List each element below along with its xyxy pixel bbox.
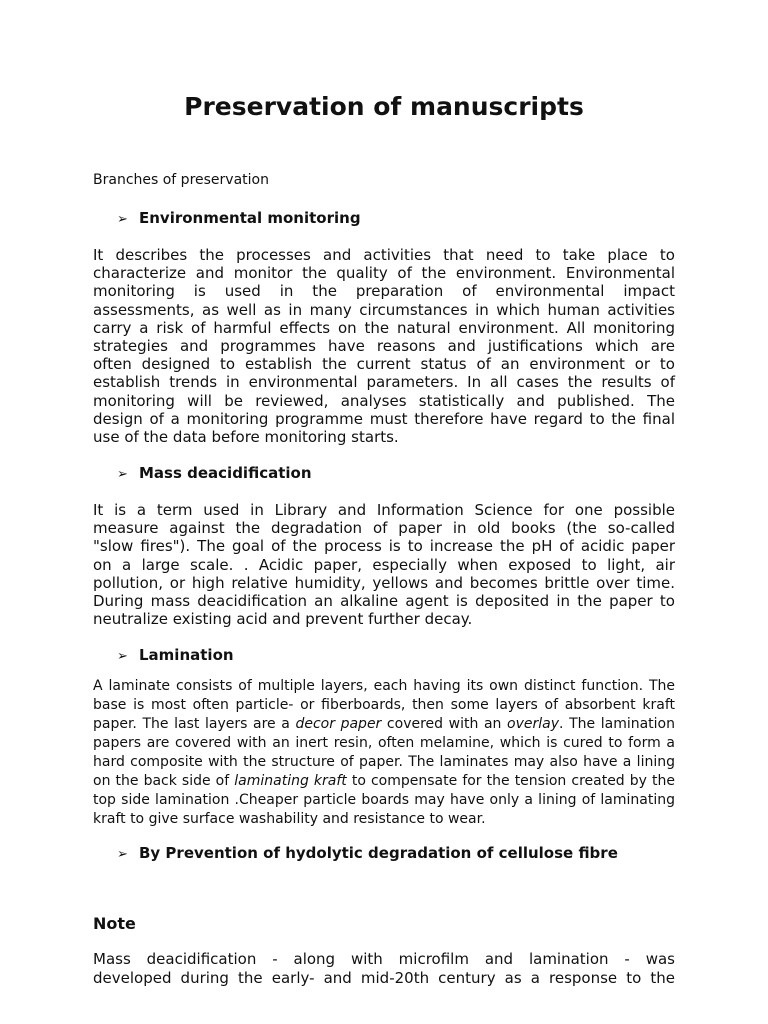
section-heading-hydrolytic-degradation	[117, 843, 618, 865]
text-line: papers are covered with an inert resin, often melamine, which is cured to form a	[93, 735, 675, 751]
section-heading-text: Environmental monitoring	[139, 209, 361, 227]
section-heading-mass-deacidification	[117, 463, 312, 485]
text-run: on the back side of	[93, 773, 235, 789]
text-line: developed during the early- and mid-20th century as a response to the	[93, 969, 675, 987]
text-line: base is most often particle- or fiberboards, then some layers of absorbent kraft	[93, 697, 675, 713]
text-line: use of the data before monitoring starts.	[93, 428, 399, 447]
text-line: characterize and monitor the quality of the environment. Environmental	[93, 264, 675, 283]
text-line: on a large scale. . Acidic paper, especially when exposed to light, air	[93, 555, 675, 574]
text-line: strategies and programmes have reasons and justifications which are	[93, 337, 675, 356]
text-line: assessments, as well as in many circumstances in which human activities	[93, 300, 675, 319]
section-heading-lamination	[117, 645, 234, 667]
arrow-bullet-icon: ➢	[117, 649, 128, 664]
arrow-bullet-icon: ➢	[117, 847, 128, 862]
text-line: A laminate consists of multiple layers, each having its own distinct function. The	[93, 678, 675, 694]
text-line: hard composite with the structure of paper. The laminates may also have a lining	[93, 754, 675, 770]
text-line: "slow fires"). The goal of the process is to increase the pH of acidic paper	[93, 537, 675, 556]
environmental-monitoring-paragraph	[93, 246, 675, 446]
text-line: top side lamination .Cheaper particle boards may have only a lining of laminating	[93, 792, 675, 808]
note-heading: Note	[93, 914, 136, 933]
note-paragraph	[93, 950, 675, 988]
text-line: design of a monitoring programme must therefore have regard to the final	[93, 409, 675, 428]
text-run: paper. The last layers are a	[93, 716, 296, 732]
arrow-bullet-icon: ➢	[117, 212, 128, 227]
text-line: carry a risk of harmful effects on the natural environment. All monitoring	[93, 318, 675, 337]
text-line: measure against the degradation of paper in old books (the so-called	[93, 519, 675, 538]
text-line: It is a term used in Library and Information Science for one possible	[93, 501, 675, 519]
text-line	[93, 772, 675, 791]
arrow-bullet-icon: ➢	[117, 467, 128, 482]
branches-subheading: Branches of preservation	[93, 172, 269, 188]
text-line: neutralize existing acid and prevent further decay.	[93, 610, 473, 629]
section-heading-text: Lamination	[139, 646, 234, 664]
text-line: monitoring is used in the preparation of environmental impact	[93, 282, 675, 301]
lamination-paragraph	[93, 677, 675, 829]
section-heading-text: Mass deacidification	[139, 464, 312, 482]
italic-term-laminating-kraft: laminating kraft	[234, 773, 347, 789]
page-title: Preservation of manuscripts	[184, 92, 584, 121]
text-line: It describes the processes and activities that need to take place to	[93, 246, 675, 264]
mass-deacidification-paragraph	[93, 501, 675, 628]
section-heading-environmental-monitoring	[117, 208, 361, 230]
text-line: During mass deacidification an alkaline agent is deposited in the paper to	[93, 592, 675, 611]
text-line: kraft to give surface washability and resistance to wear.	[93, 811, 486, 827]
italic-term-decor-paper: decor paper	[295, 716, 382, 732]
text-line: often designed to establish the current status of an environment or to	[93, 355, 675, 374]
text-line	[93, 715, 675, 734]
text-line: monitoring will be reviewed, analyses statistically and published. The	[93, 391, 675, 410]
text-line: pollution, or high relative humidity, yellows and becomes brittle over time.	[93, 573, 675, 592]
text-run: . The lamination	[559, 716, 675, 732]
section-heading-text: By Prevention of hydolytic degradation of cellulose fibre	[139, 844, 618, 862]
text-run: covered with an	[381, 716, 508, 732]
text-line: Mass deacidification - along with microfilm and lamination - was	[93, 950, 675, 968]
text-line: establish trends in environmental parameters. In all cases the results of	[93, 373, 675, 392]
italic-term-overlay: overlay	[507, 716, 560, 732]
text-run: to compensate for the tension created by the	[346, 773, 675, 789]
